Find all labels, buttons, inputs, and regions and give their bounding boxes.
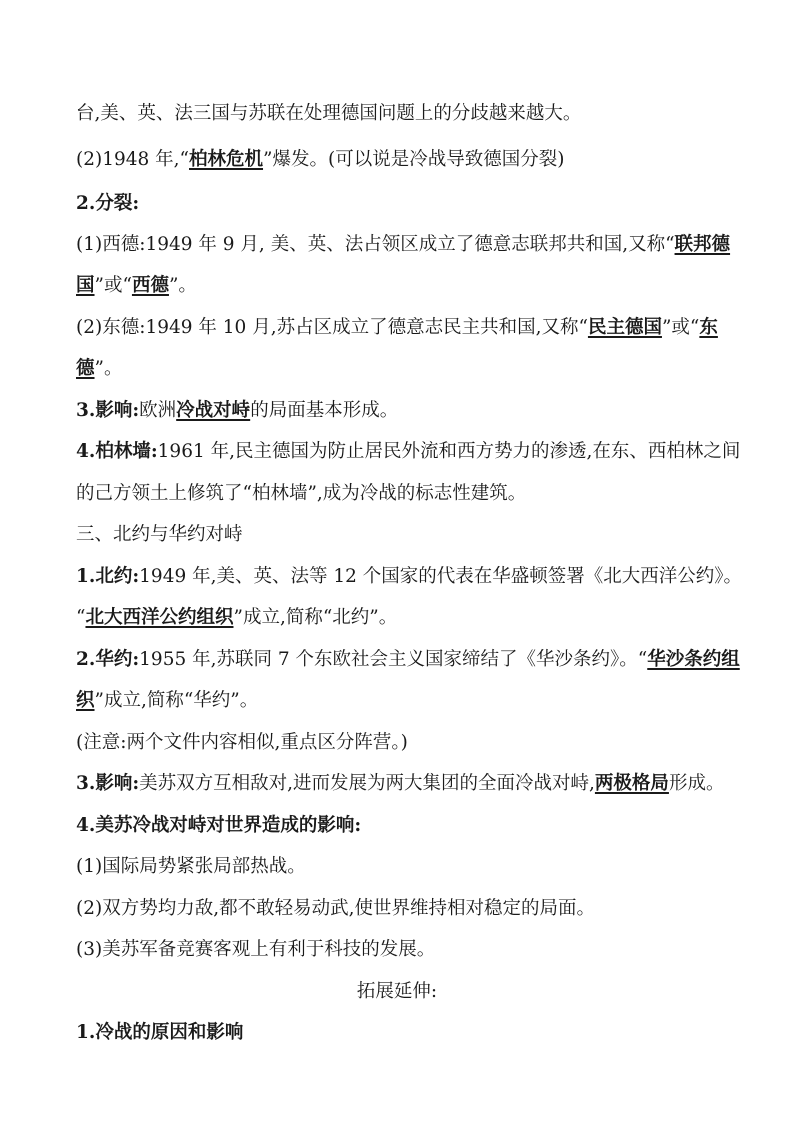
section-heading-nato-warsaw: 三、北约与华约对峙	[76, 524, 243, 545]
key-term-west-germany: 西德	[131, 275, 169, 296]
text-line-note: (注意:两个文件内容相似,重点区分阵营。)	[76, 732, 408, 753]
text-line-2: (2)1948 年,“柏林危机”爆发。(可以说是冷战导致德国分裂)	[76, 149, 565, 170]
text-line-east-germany: (2)东德:1949 年 10 月,苏占区成立了德意志民主共和国,又称“民主德国”或“东	[76, 317, 718, 338]
key-term-berlin-crisis: 柏林危机	[189, 149, 264, 170]
section-heading-world-impact: 4.美苏冷战对峙对世界造成的影响:	[76, 815, 362, 836]
key-term-bipolar: 两极格局	[594, 773, 669, 794]
text-line-influence-bipolar: 3.影响:美苏双方互相敌对,进而发展为两大集团的全面冷战对峙,两极格局形成。	[76, 773, 725, 794]
key-term-federal-germany: 联邦德	[674, 234, 731, 255]
text-line-nato: 1.北约:1949 年,美、英、法等 12 个国家的代表在华盛顿签署《北大西洋公约》。	[76, 566, 743, 587]
section-heading-causes: 1.冷战的原因和影响	[76, 1022, 244, 1043]
text-line-west-germany: (1)西德:1949 年 9 月, 美、英、法占领区成立了德意志联邦共和国,又称“联邦德	[76, 234, 731, 255]
text-line-warsaw-cont: 织”成立,简称“华约”。	[76, 690, 259, 711]
key-term-nato: 北大西洋公约组织	[85, 607, 234, 628]
key-term-warsaw-pact: 华沙条约组	[647, 649, 740, 670]
text-line-berlin-wall-cont: 的己方领土上修筑了“柏林墙”,成为冷战的标志性建筑。	[76, 483, 527, 504]
text-line-west-germany-cont: 国”或“西德”。	[76, 275, 197, 296]
text-line-east-germany-cont: 德”。	[76, 358, 123, 379]
key-term-democratic-germany: 民主德国	[587, 317, 662, 338]
section-heading-extension: 拓展延伸:	[356, 981, 438, 1002]
section-heading-split: 2.分裂:	[76, 193, 140, 214]
text-line-impact-2: (2)双方势均力敌,都不敢轻易动武,使世界维持相对稳定的局面。	[76, 898, 595, 919]
text-line-influence-europe: 3.影响:欧洲冷战对峙的局面基本形成。	[76, 400, 399, 421]
key-term-cold-war-standoff: 冷战对峙	[176, 400, 251, 421]
text-line-1: 台,美、英、法三国与苏联在处理德国问题上的分歧越来越大。	[76, 103, 582, 124]
text-line-berlin-wall: 4.柏林墙:1961 年,民主德国为防止居民外流和西方势力的渗透,在东、西柏林之间	[76, 441, 741, 462]
key-term-east-germany: 德	[76, 358, 95, 379]
text-line-nato-cont: “北大西洋公约组织”成立,简称“北约”。	[76, 607, 398, 628]
text-line-warsaw: 2.华约:1955 年,苏联同 7 个东欧社会主义国家缔结了《华沙条约》。“华沙条约组	[76, 649, 740, 670]
text-line-impact-1: (1)国际局势紧张局部热战。	[76, 856, 306, 877]
text-line-impact-3: (3)美苏军备竞赛客观上有利于科技的发展。	[76, 939, 436, 960]
